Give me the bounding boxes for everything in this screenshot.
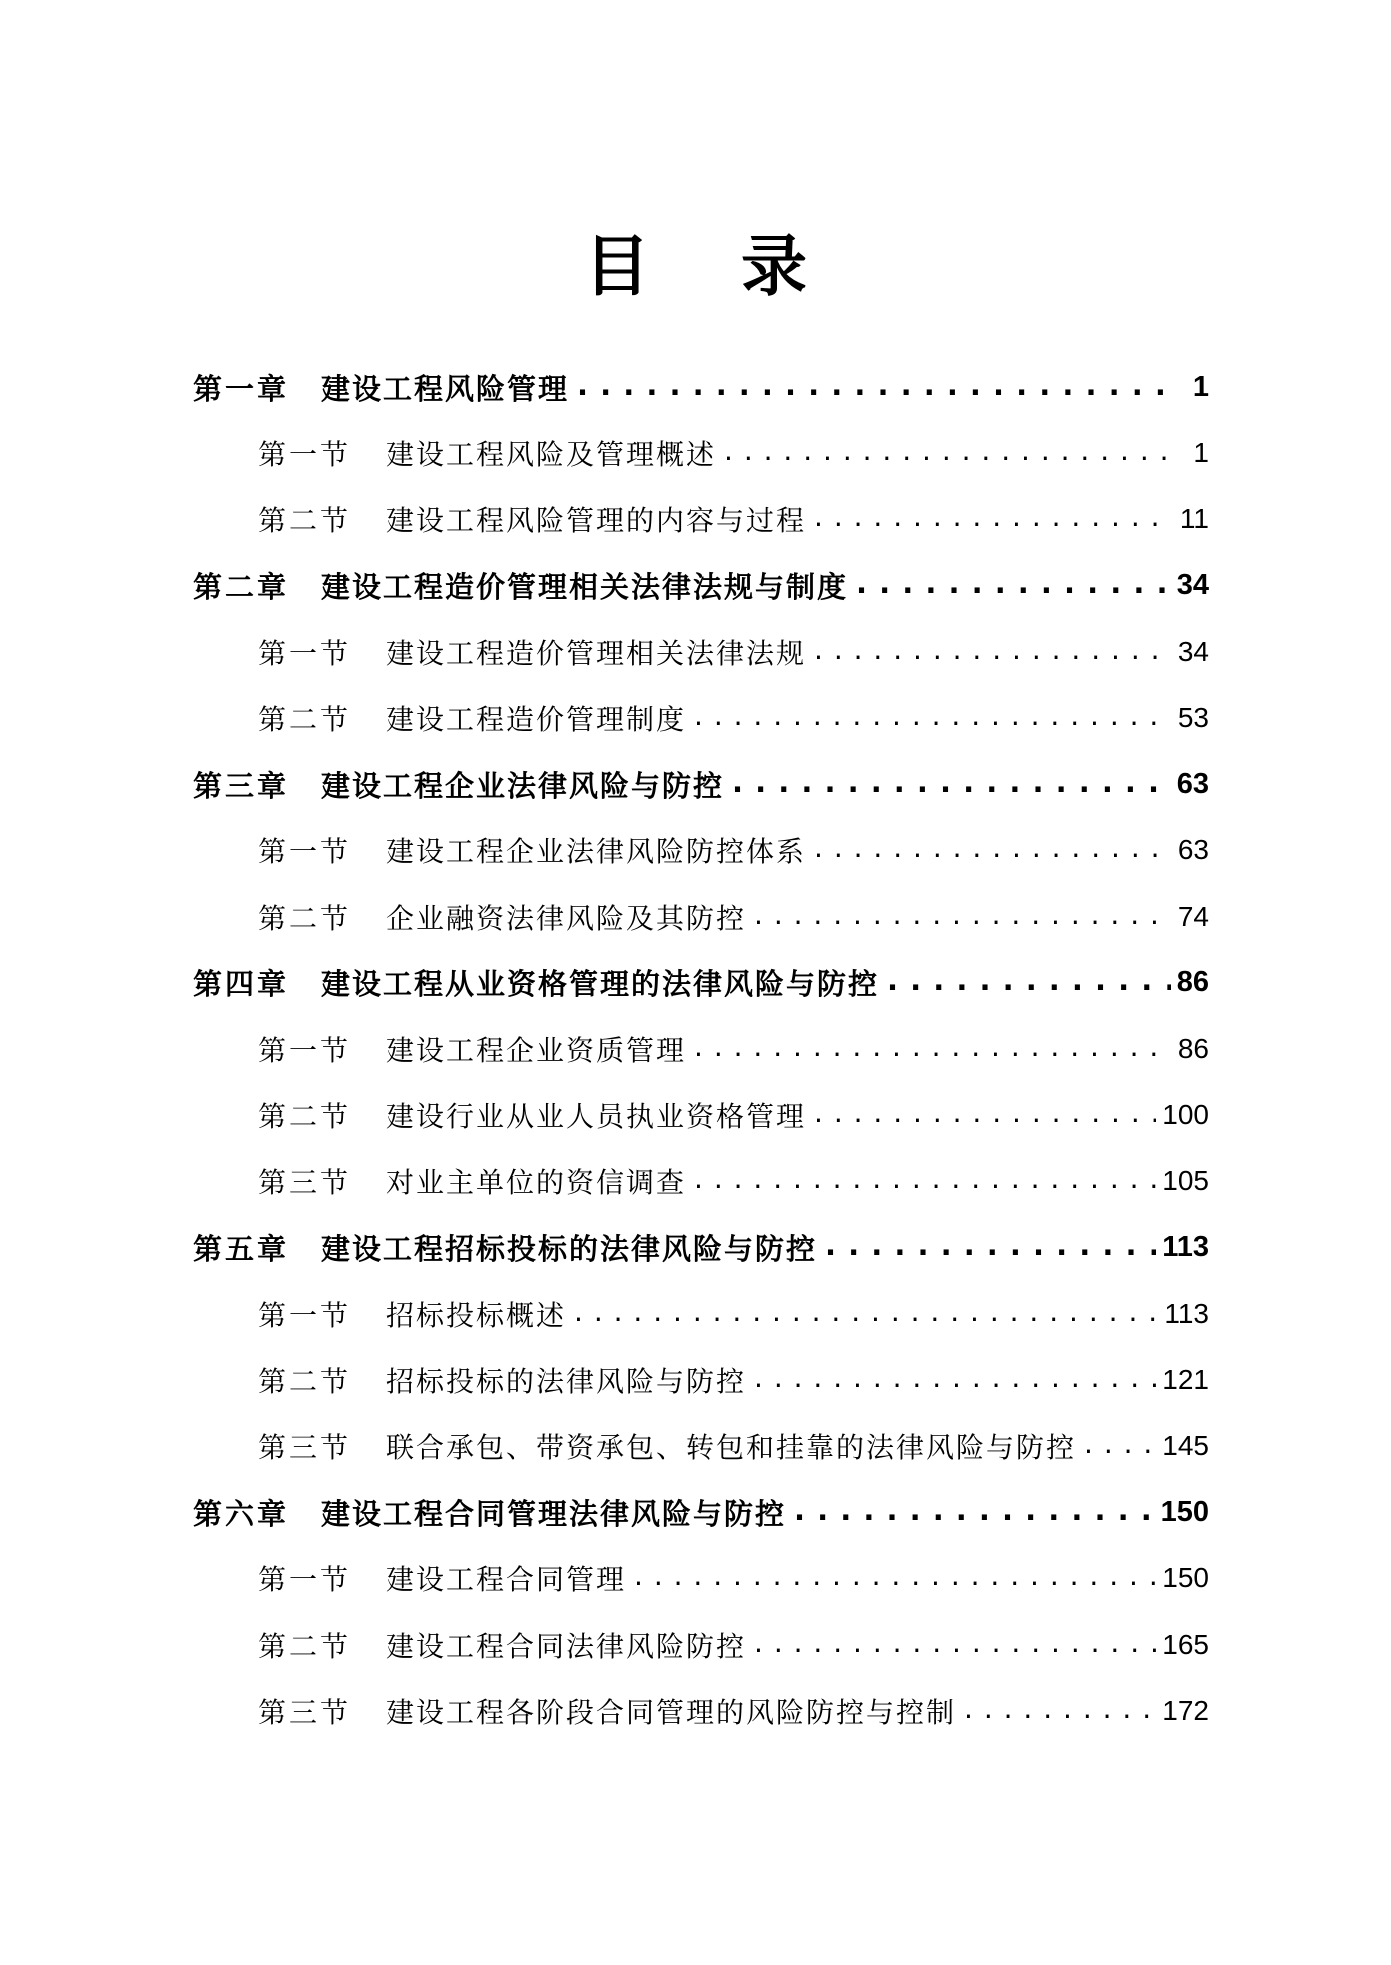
chapter-number: 第三章 [193, 768, 290, 803]
page-number: 165 [1162, 1628, 1209, 1660]
section-title: 招标投标概述 [386, 1298, 567, 1332]
dot-leader [856, 568, 1171, 603]
toc-section-entry[interactable] [193, 817, 1209, 883]
toc-chapter-entry[interactable] [193, 1214, 1209, 1280]
page-number: 172 [1162, 1694, 1209, 1726]
dot-leader [577, 370, 1173, 405]
dot-leader [814, 503, 1173, 537]
section-number: 第二节 [258, 504, 352, 538]
chapter-title: 建设工程造价管理相关法律法规与制度 [321, 570, 849, 605]
page-number: 63 [1176, 767, 1209, 800]
section-title: 建设行业从业人员执业资格管理 [386, 1100, 807, 1134]
section-number: 第一节 [258, 1033, 352, 1067]
page-number: 1 [1193, 437, 1209, 469]
page-number: 145 [1162, 1430, 1209, 1462]
toc-section-entry[interactable] [193, 685, 1209, 751]
chapter-number: 第六章 [193, 1496, 290, 1531]
dot-leader [814, 834, 1172, 868]
toc-section-entry[interactable] [193, 1016, 1209, 1082]
section-number: 第一节 [258, 1563, 352, 1597]
section-number: 第一节 [258, 438, 352, 472]
dot-leader [694, 1032, 1172, 1066]
toc-section-entry[interactable] [193, 1148, 1209, 1214]
chapter-title: 建设工程风险管理 [321, 371, 570, 406]
section-number: 第三节 [258, 1166, 352, 1200]
chapter-number: 第五章 [193, 1232, 290, 1267]
page-number: 121 [1162, 1363, 1209, 1395]
dot-leader [887, 965, 1171, 1000]
chapter-title: 建设工程企业法律风险与防控 [321, 768, 725, 803]
toc-section-entry[interactable] [193, 420, 1209, 486]
toc-section-entry[interactable] [193, 1612, 1209, 1678]
page-number: 150 [1160, 1495, 1209, 1528]
section-title: 对业主单位的资信调查 [386, 1166, 687, 1200]
chapter-number: 第四章 [193, 967, 290, 1002]
page-number: 150 [1162, 1562, 1209, 1594]
toc-section-entry[interactable] [193, 1281, 1209, 1347]
dot-leader [754, 900, 1172, 934]
page-number: 34 [1176, 569, 1209, 602]
page-number: 86 [1177, 1032, 1209, 1064]
section-number: 第三节 [258, 1431, 352, 1465]
page-number: 74 [1177, 900, 1209, 932]
toc-section-entry[interactable] [193, 1413, 1209, 1479]
chapter-number: 第二章 [193, 570, 290, 605]
chapter-number: 第一章 [193, 371, 290, 406]
page-number: 100 [1162, 1099, 1209, 1131]
page-number: 86 [1176, 966, 1209, 999]
dot-leader [754, 1363, 1156, 1397]
section-number: 第二节 [258, 703, 352, 737]
section-number: 第一节 [258, 636, 352, 670]
section-number: 第二节 [258, 1629, 352, 1663]
toc-chapter-entry[interactable] [193, 950, 1209, 1016]
section-title: 建设工程合同管理 [386, 1563, 627, 1597]
toc-section-entry[interactable] [193, 619, 1209, 685]
dot-leader [634, 1562, 1156, 1596]
toc-section-entry[interactable] [193, 486, 1209, 552]
section-number: 第一节 [258, 1298, 352, 1332]
section-title: 企业融资法律风险及其防控 [386, 901, 747, 935]
section-number: 第二节 [258, 901, 352, 935]
toc-section-entry[interactable] [193, 1678, 1209, 1744]
page-number: 105 [1162, 1165, 1209, 1197]
page-number: 63 [1177, 834, 1209, 866]
toc-chapter-entry[interactable] [193, 354, 1209, 420]
page-number: 113 [1162, 1231, 1209, 1264]
toc-chapter-entry[interactable] [193, 1479, 1209, 1545]
dot-leader [1084, 1429, 1156, 1463]
section-number: 第一节 [258, 835, 352, 869]
dot-leader [694, 1165, 1156, 1199]
chapter-title: 建设工程招标投标的法律风险与防控 [321, 1232, 818, 1267]
dot-leader [732, 767, 1171, 802]
section-title: 建设工程造价管理制度 [386, 703, 687, 737]
toc-chapter-entry[interactable] [193, 751, 1209, 817]
toc-section-entry[interactable] [193, 884, 1209, 950]
dot-leader [574, 1297, 1158, 1331]
dot-leader [964, 1694, 1156, 1728]
section-title: 招标投标的法律风险与防控 [386, 1364, 747, 1398]
page-number: 1 [1192, 370, 1209, 403]
page-number: 113 [1164, 1297, 1209, 1329]
section-number: 第二节 [258, 1100, 352, 1134]
toc-section-entry[interactable] [193, 1082, 1209, 1148]
section-title: 建设工程风险管理的内容与过程 [386, 504, 807, 538]
section-title: 建设工程企业资质管理 [386, 1033, 687, 1067]
dot-leader [794, 1495, 1155, 1530]
page-number: 53 [1177, 702, 1209, 734]
page-number: 34 [1177, 635, 1209, 667]
section-title: 建设工程造价管理相关法律法规 [386, 636, 807, 670]
dot-leader [814, 1098, 1156, 1132]
dot-leader [825, 1230, 1156, 1265]
toc-section-entry[interactable] [193, 1545, 1209, 1611]
section-number: 第三节 [258, 1695, 352, 1729]
section-title: 建设工程风险及管理概述 [386, 438, 717, 472]
dot-leader [694, 701, 1172, 735]
toc-chapter-entry[interactable] [193, 553, 1209, 619]
dot-leader [754, 1628, 1156, 1662]
section-title: 联合承包、带资承包、转包和挂靠的法律风险与防控 [386, 1431, 1077, 1465]
dot-leader [814, 635, 1172, 669]
table-of-contents [193, 354, 1209, 1744]
chapter-title: 建设工程合同管理法律风险与防控 [321, 1496, 787, 1531]
dot-leader [724, 436, 1173, 470]
section-title: 建设工程合同法律风险防控 [386, 1629, 747, 1663]
page-number: 11 [1179, 503, 1209, 535]
chapter-title: 建设工程从业资格管理的法律风险与防控 [321, 967, 880, 1002]
section-title: 建设工程企业法律风险防控体系 [386, 835, 807, 869]
section-number: 第二节 [258, 1364, 352, 1398]
section-title: 建设工程各阶段合同管理的风险防控与控制 [386, 1695, 957, 1729]
page-title: 目 录 [584, 228, 841, 305]
toc-section-entry[interactable] [193, 1347, 1209, 1413]
